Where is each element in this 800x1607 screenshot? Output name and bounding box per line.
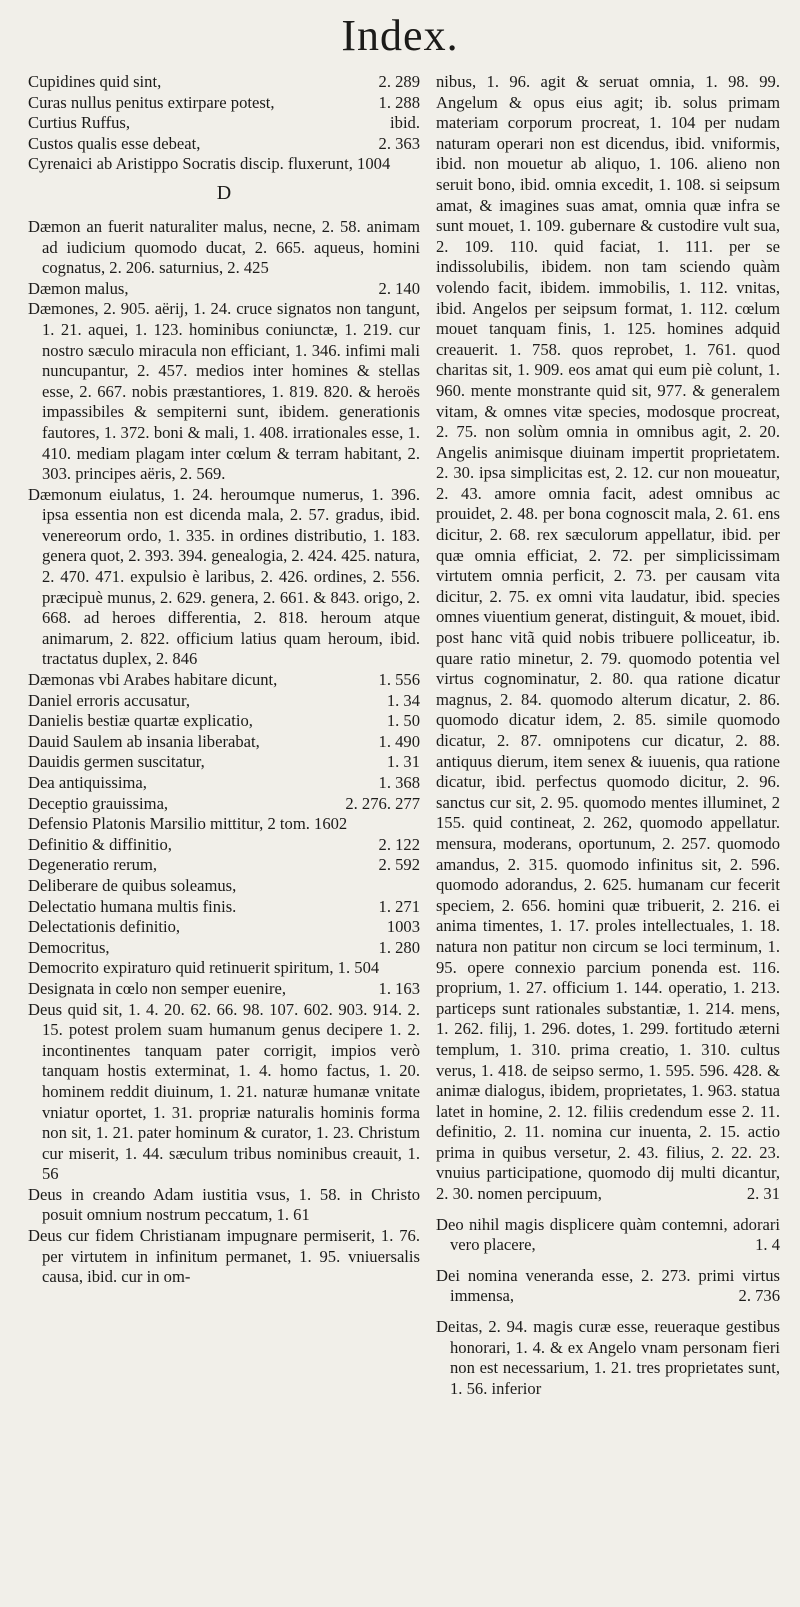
- entry-text: Delectationis definitio,: [28, 917, 181, 937]
- index-entry: [436, 1317, 780, 1399]
- entry-ref: 2. 140: [378, 278, 420, 298]
- index-entry: [28, 93, 420, 114]
- entry-ref: 1. 163: [378, 978, 420, 998]
- entry-text: Curtius Ruffus,: [28, 113, 131, 133]
- entry-text: Cupidines quid sint,: [28, 72, 162, 91]
- index-entry: Defensio Platonis Marsilio mittitur, 2 tom. 1602: [28, 814, 348, 834]
- index-entry: [28, 773, 420, 794]
- entry-ref: 1. 556: [378, 670, 420, 690]
- entry-ref: 2. 276. 277: [345, 793, 420, 813]
- index-entry: Deus in creando Adam iustitia vsus, 1. 58. in Christo posuit omnium nostrum peccatum, 1. 61: [28, 1184, 420, 1225]
- section-letter: D: [216, 181, 232, 204]
- entry-text: Dæmonas vbi Arabes habitare dicunt,: [28, 670, 278, 690]
- right-entries: [436, 1215, 780, 1400]
- entry-text: Dea antiquissima,: [28, 773, 147, 792]
- index-entry: Democrito expiraturo quid retinuerit spiritum, 1. 504: [28, 958, 380, 978]
- entry-text: Danielis bestiæ quartæ explicatio,: [28, 711, 253, 731]
- entry-ref: 2. 122: [378, 834, 420, 854]
- entry-ref: 2. 363: [378, 133, 420, 153]
- index-entry: [28, 855, 420, 876]
- index-entry: Dæmonum eiulatus, 1. 24. heroumque numerus, 1. 396. ipsa essentia non est dicenda mala, 2. 57. gradus, ibid. venereorum ordo, 1. 335. in ordines distributio, 1. 183. genera quot, 2. 393. 394. genealogia, 2. 424. 425. natura, 2. 470. 471. expulsio è laribus, 2. 426. ordines, 2. 556. præcipuè munus, 2. 629. genera, 2. 661. & 843. origo, 2. 668. ad heroes differentia, 2. 818. heroum atque animarum, 2. 822. officium latius quam heroum, ibid. tractatus duplex, 2. 846: [28, 484, 420, 669]
- entry-text: Deitas, 2. 94. magis curæ esse, reueraque gestibus honorari, 1. 4. & ex Angelo vnam personam fieri non est necessarium, 1. 21. tres proprietates sunt, 1. 56. inferior: [436, 1317, 780, 1398]
- entry-ref: 1. 4: [755, 1235, 780, 1255]
- entry-ref: 1. 50: [386, 711, 420, 731]
- entry-ref: 2. 736: [738, 1286, 780, 1306]
- entry-text: Custos qualis esse debeat,: [28, 133, 201, 153]
- index-entry: [28, 835, 420, 856]
- right-continuation: [436, 72, 780, 1205]
- index-entry: [28, 279, 420, 300]
- entry-text: Curas nullus penitus extirpare potest,: [28, 92, 275, 112]
- entry-ref: 1003: [386, 917, 420, 937]
- entry-text: Dauid Saulem ab insania liberabat,: [28, 731, 260, 751]
- index-entry: [28, 72, 420, 93]
- entry-ref: ibid.: [390, 113, 420, 133]
- entry-ref: 1. 31: [386, 752, 420, 772]
- index-entry: [28, 876, 420, 897]
- entry-text: Deo nihil magis displicere quàm contemni, adorari vero placere,: [436, 1214, 780, 1255]
- entry-text: Degeneratio rerum,: [28, 855, 157, 875]
- left-top-entries: [28, 72, 420, 154]
- index-entry: [28, 938, 420, 959]
- page-title: Index.: [341, 11, 459, 60]
- entry-text: Dæmon malus,: [28, 278, 129, 298]
- index-entry: [28, 732, 420, 753]
- entry-ref: 1. 288: [378, 92, 420, 112]
- index-entry: [28, 917, 420, 938]
- index-entry-cyrenaici: Cyrenaici ab Aristippo Socratis discip. fluxerunt, 1004: [28, 154, 391, 174]
- entry-text: Delectatio humana multis finis.: [28, 896, 237, 916]
- entry-ref: 1. 490: [378, 731, 420, 751]
- entry-ref: 1. 34: [386, 690, 420, 710]
- entry-text: Designata in cœlo non semper euenire,: [28, 978, 287, 998]
- index-entry: [28, 794, 420, 815]
- entry-ref: [412, 876, 420, 897]
- index-entry: [28, 979, 420, 1000]
- entry-text: Definitio & diffinitio,: [28, 834, 172, 854]
- index-entry: Dæmon an fuerit naturaliter malus, necne, 2. 58. animam ad iudicium quomodo ducat, 2. 665. aqueus, homini cognatus, 2. 206. saturnius, 2. 425: [28, 216, 420, 278]
- index-entry: [28, 752, 420, 773]
- left-d-entries: [28, 217, 420, 1288]
- entry-ref: 1. 280: [378, 937, 420, 957]
- entry-text: Deceptio grauissima,: [28, 793, 169, 813]
- index-entry: [436, 1266, 780, 1307]
- entry-text: Deliberare de quibus soleamus,: [28, 875, 237, 895]
- index-entry: [28, 691, 420, 712]
- right-column: [436, 72, 780, 1399]
- index-entry: [28, 113, 420, 134]
- entry-text: Daniel erroris accusatur,: [28, 690, 190, 710]
- index-entry: Dæmones, 2. 905. aërij, 1. 24. cruce signatos non tangunt, 1. 21. aquei, 1. 123. hominibus coniunctæ, 1. 219. cur nostro sæculo miracula non efficiant, 1. 346. infimi mali nuncupantur, 2. 457. medios inter homines & stellas esse, 2. 667. nobis præstantiores, 1. 819. 820. & heroës impassibiles & sempiterni sunt, ibidem. generationis fautores, 1. 372. boni & mali, 1. 408. irrationales esse, 1. 410. mediam plagam inter cœlum & terram habitant, 2. 303. principes aëris, 2. 569.: [28, 299, 420, 484]
- index-entry: [28, 897, 420, 918]
- left-column: [28, 72, 420, 1288]
- index-entry: Deus cur fidem Christianam impugnare permiserit, 1. 76. per virtutem in infinitum permanet, 1. 95. vniuersalis causa, ibid. cur in om-: [28, 1226, 420, 1287]
- entry-ref: 1. 368: [378, 773, 420, 792]
- index-entry: [28, 711, 420, 732]
- entry-ref: 2. 592: [378, 855, 420, 875]
- entry-ref: 1. 271: [378, 896, 420, 916]
- entry-text: Dei nomina veneranda esse, 2. 273. primi virtus immensa,: [436, 1265, 780, 1306]
- index-entry: Deus quid sit, 1. 4. 20. 62. 66. 98. 107. 602. 903. 914. 2. 15. potest prolem suam humanum genus decipere 1. 2. incontinentes tanquam pater corrigit, impios verò tanquam hostis exterminat, 1. 4. homo factus, 1. 20. hominem reddit diuinum, 1. 21. naturæ humanæ vnitate vniatur oportet, 1. 31. propriæ naturalis hominis forma non sit, 1. 21. pater hominum & curator, 1. 23. Christum cur miserit, 1. 44. sæculum tribus nominibus creauit, 1. 56: [28, 999, 420, 1184]
- entry-text: Dauidis germen suscitatur,: [28, 752, 205, 772]
- index-entry: [436, 1215, 780, 1256]
- index-entry: [28, 134, 420, 155]
- right-continuation-ref: 2. 31: [746, 1184, 780, 1204]
- index-entry: [28, 670, 420, 691]
- entry-ref: 2. 289: [378, 72, 420, 91]
- right-continuation-text: nibus, 1. 96. agit & seruat omnia, 1. 98. 99. Angelum & opus eius agit; ib. solus primam materiam corporum procreat, 1. 104 per nudam naturam operari non est dicendus, ibid. vniformis, ibid. non mouetur ab aliquo, 1. 106. alieno non seruit bono, ibid. omnia excedit, 1. 108. si seipsum amat, & imagines suas amat, omnia quæ infra se sunt mouet, 1. 109. gubernare & custodire vult sua, 2. 109. 110. quid faciat, 1. 111. per se indissolubilis, ibidem. non tam sciendo quàm volendo facit, ibidem. immobilis, 1. 112. vnitas, ibid. Angelos per seipsum format, 1. 112. cœlum mouet tanquam finis, 1. 125. homines adquid creauerit. 1. 758. quos reprobet, 1. 761. quod charitas sit, 1. 909. eos amat qui eum piè colunt, 1. 960. mente monstrante quid sit, 977. & generalem vitam, & omnes vitæ species, modosque procreat, 2. 75. non solùm omnia in omnibus agit, 2. 20. Angelis animisque diuinam impertit proprietatem. 2. 30. ipsa simplicitas est, 2. 12. cur non moueatur, 2. 43. amore omnia facit, adest omnibus ac prouidet, 2. 48. per bona cognoscit mala, 2. 61. ens dicitur, 2. 68. rex sæculorum appellatur, ibid. per quæ omnia efficiat, 2. 72. per simplicissimam virtutem omnia perficit, 2. 73. per causam vita dicitur, 2. 75. ex omni vita laudatur, ibid. species omnes viuentium generat, distinguit, & mouet, ibid. post hanc vitã quid nobis tribuere polliceatur, ib. quare ratio minetur, 2. 79. quomodo potentia vel virtus cognominatur, 2. 80. qua ratione dicatur magnus, 2. 84. quomodo alterum dicatur, 2. 86. quomodo dicatur idem, 2. 85. simile quomodo dicatur, 2. 87. omnipotens cur dicatur, 2. 88. antiquus dierum, item senex & iuuenis, qua ratione dicatur, ibid. perfectus quomodo dicitur, 2. 96. sanctus cur sit, 2. 95. quomodo mentes illuminet, 2 155. quid contineat, 2. 262, quomodo appellatur. mensura, moderans, oportunum, 2. 257. quomodo amandus, 2. 315. quomodo infinitus sit, 2. 596. quomodo adorandus, 2. 625. humanam cur fecerit speciem, 2. 656. homini quæ tribuerit, 2. 216. ei anima timentes, 1. 17. proles intellectuales, 1. 18. natura non patitur non circum se loci terminum, 1. 95. opere connexio parcium ponenda est. 116. proprium, 1. 27. officium 1. 144. operatio, 1. 213. particeps sunt rationales substantiæ, 1. 214. mens, 1. 262. filij, 1. 296. dotes, 1. 299. fortitudo æterni templum, 1. 310. prima creatio, 1. 310. cultus verus, 1. 418. de seipso sermo, 1. 595. 596. 428. & animæ dialogus, ibidem, proprietates, 1. 963. statua latet in homine, 2. 12. filiis credendum esse 2. 11. definitio, 2. 11. nomina cur inuenta, 2. 15. actio prima in quibus versetur, 2. 43. filius, 2. 22. 23. vnuius participatione, quomodo dij multi dicantur, 2. 30. nomen percipuum,: [436, 72, 780, 1204]
- entry-text: Democritus,: [28, 937, 110, 957]
